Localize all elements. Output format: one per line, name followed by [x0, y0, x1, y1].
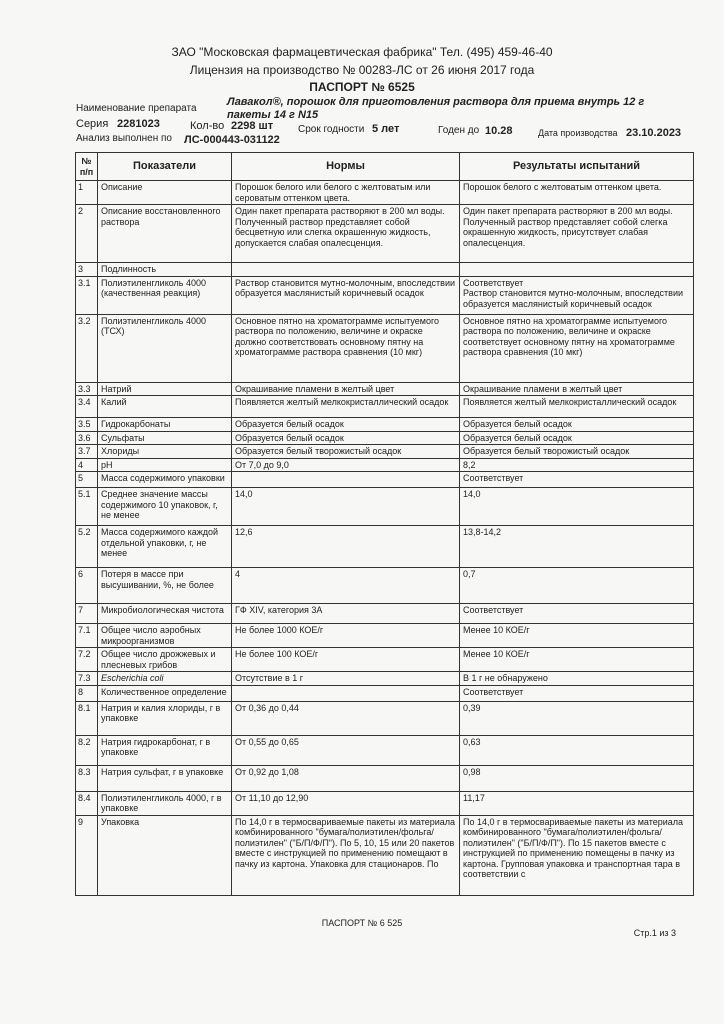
- table-row: [76, 263, 694, 277]
- row-result: 0,7: [460, 568, 694, 604]
- row-indicator: Количественное определение: [98, 685, 232, 701]
- row-norm: [232, 685, 460, 701]
- row-number: 9: [76, 815, 98, 895]
- row-indicator: Полиэтиленгликоль 4000, г в упаковке: [98, 791, 232, 815]
- row-result: Образуется белый осадок: [460, 431, 694, 445]
- table-row: [76, 445, 694, 459]
- table-row: [76, 765, 694, 791]
- row-number: 3.1: [76, 276, 98, 314]
- row-result: 0,63: [460, 735, 694, 765]
- row-indicator: Описание: [98, 181, 232, 205]
- row-indicator: Натрия гидрокарбонат, г в упаковке: [98, 735, 232, 765]
- col-header-results: Результаты испытаний: [460, 153, 694, 181]
- row-indicator: Сульфаты: [98, 431, 232, 445]
- row-result: 14,0: [460, 488, 694, 526]
- col-header-number: № п/п: [76, 153, 98, 181]
- table-row: [76, 458, 694, 472]
- row-norm: Появляется желтый мелкокристаллический осадок: [232, 396, 460, 418]
- table-row: [76, 672, 694, 686]
- row-norm: От 11,10 до 12,90: [232, 791, 460, 815]
- row-norm: Порошок белого или белого с желтоватым или сероватым оттенком цвета.: [232, 181, 460, 205]
- row-indicator: Натрия и калия хлориды, г в упаковке: [98, 701, 232, 735]
- row-norm: Отсутствие в 1 г: [232, 672, 460, 686]
- row-norm: 12,6: [232, 526, 460, 568]
- row-norm: Основное пятно на хроматограмме испытуемого раствора по положению, величине и окраске должно соответствовать основному пятну на хроматограмме раствора сравнения (10 мкг): [232, 314, 460, 382]
- row-number: 8.4: [76, 791, 98, 815]
- row-result: Соответствует: [460, 472, 694, 488]
- table-row: [76, 701, 694, 735]
- table-row: [76, 526, 694, 568]
- row-indicator: Упаковка: [98, 815, 232, 895]
- row-result: 0,39: [460, 701, 694, 735]
- row-result: 11,17: [460, 791, 694, 815]
- row-norm: От 0,92 до 1,08: [232, 765, 460, 791]
- row-norm: 14,0: [232, 488, 460, 526]
- table-row: [76, 396, 694, 418]
- row-indicator: Полиэтиленгликоль 4000 (ТСХ): [98, 314, 232, 382]
- row-indicator: Масса содержимого каждой отдельной упаковки, г, не менее: [98, 526, 232, 568]
- row-number: 7.1: [76, 624, 98, 648]
- row-number: 3.7: [76, 445, 98, 459]
- table-row: [76, 488, 694, 526]
- row-number: 8: [76, 685, 98, 701]
- table-row: [76, 181, 694, 205]
- row-norm: Образуется белый творожистый осадок: [232, 445, 460, 459]
- row-result: В 1 г не обнаружено: [460, 672, 694, 686]
- table-row: [76, 431, 694, 445]
- analysis-label: Анализ выполнен по: [76, 133, 172, 144]
- valid-value: 10.28: [485, 125, 513, 137]
- col-header-indicator: Показатели: [98, 153, 232, 181]
- row-indicator: Полиэтиленгликоль 4000 (качественная реакция): [98, 276, 232, 314]
- row-number: 5.2: [76, 526, 98, 568]
- row-indicator: Потеря в массе при высушивании, %, не более: [98, 568, 232, 604]
- row-number: 1: [76, 181, 98, 205]
- shelf-label: Срок годности: [298, 124, 365, 135]
- row-result: Менее 10 КОЕ/г: [460, 648, 694, 672]
- row-result: Соответствует: [460, 685, 694, 701]
- analysis-value: ЛС-000443-031122: [184, 134, 280, 146]
- table-row: [76, 205, 694, 263]
- row-result: 8,2: [460, 458, 694, 472]
- row-result: Основное пятно на хроматограмме испытуемого раствора по положению, величине и окраске соответствует основному пятну на хроматограмме раствора сравнения (10 мкг): [460, 314, 694, 382]
- row-result: Образуется белый осадок: [460, 418, 694, 432]
- license-line: Лицензия на производство № 00283-ЛС от 26 июня 2017 года: [189, 63, 535, 77]
- passport-table: [75, 152, 694, 896]
- row-indicator: Микробиологическая чистота: [98, 604, 232, 624]
- table-row: [76, 685, 694, 701]
- qty-value: 2298 шт: [231, 120, 274, 132]
- row-indicator: Натрия сульфат, г в упаковке: [98, 765, 232, 791]
- row-number: 7: [76, 604, 98, 624]
- table-row: [76, 418, 694, 432]
- table-row: [76, 472, 694, 488]
- row-number: 7.2: [76, 648, 98, 672]
- row-number: 7.3: [76, 672, 98, 686]
- row-number: 3: [76, 263, 98, 277]
- passport-title: ПАСПОРТ № 6525: [309, 80, 415, 94]
- row-norm: [232, 472, 460, 488]
- row-indicator: Общее число аэробных микроорганизмов: [98, 624, 232, 648]
- table-row: [76, 815, 694, 895]
- col-header-norms: Нормы: [232, 153, 460, 181]
- table-row: [76, 314, 694, 382]
- row-norm: 4: [232, 568, 460, 604]
- table-row: [76, 648, 694, 672]
- row-indicator: Масса содержимого упаковки: [98, 472, 232, 488]
- row-number: 3.6: [76, 431, 98, 445]
- qty-label: Кол-во: [190, 120, 225, 132]
- row-result: Окрашивание пламени в желтый цвет: [460, 382, 694, 396]
- row-result: Порошок белого с желтоватым оттенком цвета.: [460, 181, 694, 205]
- date-value: 23.10.2023: [626, 127, 682, 139]
- row-result: Соответствует: [460, 604, 694, 624]
- row-indicator: Калий: [98, 396, 232, 418]
- row-indicator: Escherichia coli: [98, 672, 232, 686]
- company-header: ЗАО "Московская фармацевтическая фабрика" Тел. (495) 459-46-40: [171, 45, 553, 59]
- row-norm: Образуется белый осадок: [232, 418, 460, 432]
- row-norm: Окрашивание пламени в желтый цвет: [232, 382, 460, 396]
- row-number: 3.4: [76, 396, 98, 418]
- table-row: [76, 735, 694, 765]
- row-norm: По 14,0 г в термосвариваемые пакеты из материала комбинированного "бумага/полиэтилен/фольга/полиэтилен" ("Б/П/Ф/П"). По 5, 10, 15 или 20 пакетов вместе с инструкцией по применению помещают в пачку из картона. Упаковка для стационаров. По: [232, 815, 460, 895]
- row-result: Образуется белый творожистый осадок: [460, 445, 694, 459]
- row-norm: ГФ XIV, категория 3А: [232, 604, 460, 624]
- series-value: 2281023: [117, 118, 160, 130]
- row-number: 2: [76, 205, 98, 263]
- row-norm: [232, 263, 460, 277]
- row-indicator: pH: [98, 458, 232, 472]
- prep-label: Наименование препарата: [76, 103, 197, 114]
- row-indicator: Среднее значение массы содержимого 10 упаковок, г, не менее: [98, 488, 232, 526]
- row-number: 8.2: [76, 735, 98, 765]
- table-row: [76, 604, 694, 624]
- table-row: [76, 624, 694, 648]
- valid-label: Годен до: [438, 125, 480, 136]
- row-result: 13,8-14,2: [460, 526, 694, 568]
- row-result: Менее 10 КОЕ/г: [460, 624, 694, 648]
- row-result: [460, 263, 694, 277]
- row-number: 3.5: [76, 418, 98, 432]
- row-norm: Образуется белый осадок: [232, 431, 460, 445]
- row-result: Один пакет препарата растворяют в 200 мл воды. Полученный раствор представляет собой слегка окрашенную жидкость, присутствует слабая опалесценция.: [460, 205, 694, 263]
- row-indicator: Подлинность: [98, 263, 232, 277]
- row-indicator: Натрий: [98, 382, 232, 396]
- row-number: 4: [76, 458, 98, 472]
- row-norm: От 7,0 до 9,0: [232, 458, 460, 472]
- row-indicator: Хлориды: [98, 445, 232, 459]
- row-indicator: Описание восстановленного раствора: [98, 205, 232, 263]
- row-number: 8.3: [76, 765, 98, 791]
- row-number: 5: [76, 472, 98, 488]
- footer-passport: ПАСПОРТ № 6 525: [321, 918, 403, 928]
- row-norm: Раствор становится мутно-молочным, впоследствии образуется маслянистый коричневый осадок: [232, 276, 460, 314]
- row-number: 8.1: [76, 701, 98, 735]
- table-row: [76, 382, 694, 396]
- date-label: Дата производства: [538, 128, 618, 138]
- table-row: [76, 568, 694, 604]
- table-row: [76, 791, 694, 815]
- prep-value: Лавакол®, порошок для приготовления раствора для приема внутрь 12 г пакеты 14 г N15: [227, 96, 645, 121]
- row-norm: Не более 100 КОЕ/г: [232, 648, 460, 672]
- page-number: Стр.1 из 3: [633, 928, 676, 938]
- row-number: 3.3: [76, 382, 98, 396]
- shelf-value: 5 лет: [372, 123, 400, 135]
- row-number: 3.2: [76, 314, 98, 382]
- row-result: По 14,0 г в термосвариваемые пакеты из материала комбинированного "бумага/полиэтилен/фольга/полиэтилен" ("Б/П/Ф/П"). По 15 пакетов вместе с инструкцией по применению помещены в пачку из картона. Групповая упаковка и транспортная тара в соответствии с: [460, 815, 694, 895]
- table-row: [76, 276, 694, 314]
- row-result: Появляется желтый мелкокристаллический осадок: [460, 396, 694, 418]
- row-result: Соответствует Раствор становится мутно-молочным, впоследствии образуется маслянистый коричневый осадок: [460, 276, 694, 314]
- row-number: 6: [76, 568, 98, 604]
- series-label: Серия: [76, 118, 109, 130]
- row-norm: От 0,36 до 0,44: [232, 701, 460, 735]
- row-indicator: Общее число дрожжевых и плесневых грибов: [98, 648, 232, 672]
- row-norm: Один пакет препарата растворяют в 200 мл воды. Полученный раствор представляет собой бесцветную или слегка окрашенную жидкость, допускается слабая опалесценция.: [232, 205, 460, 263]
- row-indicator: Гидрокарбонаты: [98, 418, 232, 432]
- row-result: 0,98: [460, 765, 694, 791]
- row-norm: От 0,55 до 0,65: [232, 735, 460, 765]
- row-norm: Не более 1000 КОЕ/г: [232, 624, 460, 648]
- row-number: 5.1: [76, 488, 98, 526]
